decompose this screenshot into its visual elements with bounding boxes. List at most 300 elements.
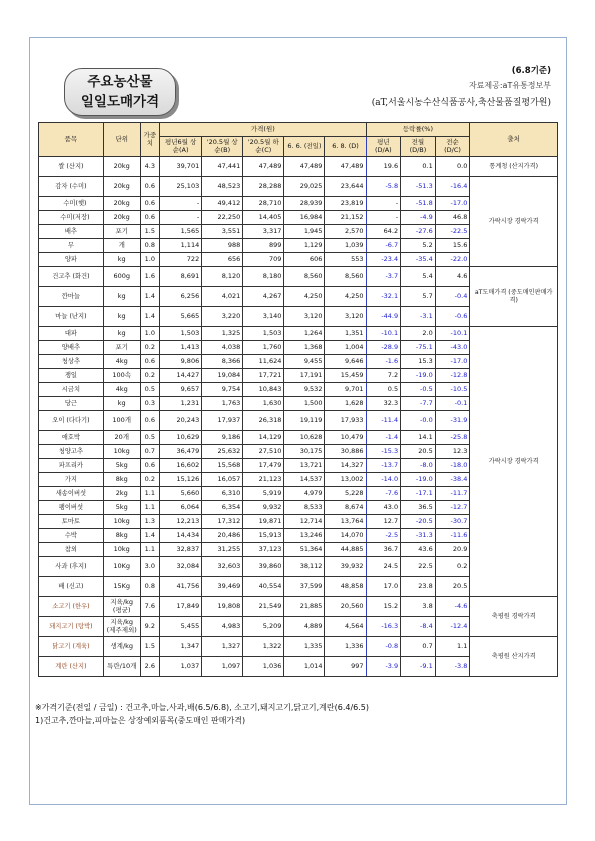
cell-w: 2.6 <box>140 657 159 677</box>
cell-p: 12,714 <box>284 515 325 529</box>
cell-name: 참외 <box>39 543 104 557</box>
cell-d: 30,886 <box>325 445 366 459</box>
cell-name: 시금치 <box>39 383 104 397</box>
cell-r3: -12.7 <box>435 501 470 515</box>
cell-r3: -25.8 <box>435 431 470 445</box>
cell-name: 가지 <box>39 473 104 487</box>
cell-r1: -11.4 <box>366 411 401 431</box>
cell-d: 1,351 <box>325 327 366 341</box>
cell-a: 1,503 <box>160 327 202 341</box>
cell-w: 0.5 <box>140 431 159 445</box>
cell-r3: -3.8 <box>435 657 470 677</box>
cell-w: 1.6 <box>140 267 159 287</box>
cell-c: 3,140 <box>243 307 284 327</box>
cell-r3: 0.2 <box>435 557 470 577</box>
cell-r2: 0.1 <box>401 157 436 177</box>
cell-c: 709 <box>243 253 284 267</box>
cell-a: 15,126 <box>160 473 202 487</box>
cell-a: 9,806 <box>160 355 202 369</box>
cell-unit: 20kg <box>103 197 140 211</box>
header-item: 품목 <box>39 123 104 157</box>
cell-d: 39,932 <box>325 557 366 577</box>
cell-r2: -19.0 <box>401 369 436 383</box>
cell-w: 0.2 <box>140 369 159 383</box>
cell-r2: 20.5 <box>401 445 436 459</box>
cell-b: 4,038 <box>202 341 243 355</box>
cell-r2: -3.1 <box>401 307 436 327</box>
cell-b: 19,084 <box>202 369 243 383</box>
cell-p: 13,721 <box>284 459 325 473</box>
source-agencies: (aT,서울시농수산식품공사,축산물품질평가원) <box>371 98 551 108</box>
cell-d: 47,489 <box>325 157 366 177</box>
cell-r2: -27.6 <box>401 225 436 239</box>
cell-b: 1,097 <box>202 657 243 677</box>
cell-name: 소고기 (한우) <box>39 597 104 617</box>
cell-a: 12,213 <box>160 515 202 529</box>
cell-d: 553 <box>325 253 366 267</box>
cell-a: 1,037 <box>160 657 202 677</box>
cell-unit: 5kg <box>103 459 140 473</box>
cell-c: 21,549 <box>243 597 284 617</box>
cell-unit: 8kg <box>103 473 140 487</box>
cell-unit: kg <box>103 397 140 411</box>
cell-d: 8,560 <box>325 267 366 287</box>
cell-name: 쌀 (산지) <box>39 157 104 177</box>
cell-c: 28,710 <box>243 197 284 211</box>
cell-w: 0.3 <box>140 397 159 411</box>
cell-a: 9,657 <box>160 383 202 397</box>
cell-r1: -1.4 <box>366 431 401 445</box>
cell-source: aT도매가격 (중도매인판매가격) <box>470 267 558 327</box>
cell-d: 4,564 <box>325 617 366 637</box>
cell-b: 25,632 <box>202 445 243 459</box>
cell-p: 16,984 <box>284 211 325 225</box>
cell-r1: -15.3 <box>366 445 401 459</box>
title-line2: 일일도매가격 <box>80 94 160 110</box>
cell-d: 997 <box>325 657 366 677</box>
cell-r1: -3.7 <box>366 267 401 287</box>
cell-name: 닭고기 (계육) <box>39 637 104 657</box>
cell-r3: -43.0 <box>435 341 470 355</box>
cell-r3: 0.0 <box>435 157 470 177</box>
cell-a: 6,256 <box>160 287 202 307</box>
cell-name: 파프리카 <box>39 459 104 473</box>
cell-r2: 2.0 <box>401 327 436 341</box>
cell-unit: 2kg <box>103 487 140 501</box>
cell-c: 27,510 <box>243 445 284 459</box>
source-provider: 자료제공:aT유통정보부 <box>468 81 551 90</box>
cell-a: 39,701 <box>160 157 202 177</box>
header-unit: 단위 <box>103 123 140 157</box>
cell-r3: 4.6 <box>435 267 470 287</box>
cell-r1: 7.2 <box>366 369 401 383</box>
cell-p: 51,364 <box>284 543 325 557</box>
cell-unit: 100개 <box>103 411 140 431</box>
cell-c: 39,860 <box>243 557 284 577</box>
cell-unit: 5kg <box>103 501 140 515</box>
cell-r1: -28.9 <box>366 341 401 355</box>
cell-r3: -10.1 <box>435 327 470 341</box>
cell-d: 9,701 <box>325 383 366 397</box>
cell-r1: 32.3 <box>366 397 401 411</box>
cell-r2: 15.3 <box>401 355 436 369</box>
cell-p: 4,250 <box>284 287 325 307</box>
cell-r1: 0.5 <box>366 383 401 397</box>
cell-b: 16,057 <box>202 473 243 487</box>
cell-c: 47,489 <box>243 157 284 177</box>
cell-name: 대파 <box>39 327 104 341</box>
cell-b: 17,937 <box>202 411 243 431</box>
cell-a: 1,114 <box>160 239 202 253</box>
cell-r2: -0.5 <box>401 383 436 397</box>
cell-r1: -44.9 <box>366 307 401 327</box>
header-price-col: 6. 8. (D) <box>325 137 366 157</box>
cell-b: 19,808 <box>202 597 243 617</box>
cell-a: 16,602 <box>160 459 202 473</box>
cell-name: 오이 (다다기) <box>39 411 104 431</box>
cell-p: 28,939 <box>284 197 325 211</box>
cell-w: 0.7 <box>140 445 159 459</box>
cell-b: 6,354 <box>202 501 243 515</box>
cell-name: 토마토 <box>39 515 104 529</box>
cell-name: 배추 <box>39 225 104 239</box>
cell-unit: 4kg <box>103 383 140 397</box>
cell-w: 0.2 <box>140 473 159 487</box>
cell-a: 6,064 <box>160 501 202 515</box>
cell-c: 1,630 <box>243 397 284 411</box>
cell-w: 0.8 <box>140 239 159 253</box>
cell-unit: 8kg <box>103 529 140 543</box>
cell-p: 4,889 <box>284 617 325 637</box>
cell-source: 가락시장 경락가격 <box>470 177 558 267</box>
cell-p: 1,335 <box>284 637 325 657</box>
cell-b: 3,220 <box>202 307 243 327</box>
cell-c: 28,288 <box>243 177 284 197</box>
cell-r3: -17.0 <box>435 197 470 211</box>
cell-d: 15,459 <box>325 369 366 383</box>
cell-r2: -17.1 <box>401 487 436 501</box>
cell-d: 5,228 <box>325 487 366 501</box>
cell-d: 1,004 <box>325 341 366 355</box>
cell-p: 30,175 <box>284 445 325 459</box>
cell-name: 깐마늘 <box>39 287 104 307</box>
cell-name: 감자 (수미) <box>39 177 104 197</box>
price-table <box>38 122 558 677</box>
cell-r2: -8.0 <box>401 459 436 473</box>
cell-c: 11,624 <box>243 355 284 369</box>
cell-b: 48,523 <box>202 177 243 197</box>
cell-b: 39,469 <box>202 577 243 597</box>
cell-c: 15,913 <box>243 529 284 543</box>
cell-d: 44,885 <box>325 543 366 557</box>
cell-name: 쟁일 <box>39 369 104 383</box>
cell-name: 수미(저장) <box>39 211 104 225</box>
cell-w: 1.3 <box>140 515 159 529</box>
cell-r1: -2.5 <box>366 529 401 543</box>
cell-r3: 1.1 <box>435 637 470 657</box>
cell-c: 3,317 <box>243 225 284 239</box>
cell-unit: 포기 <box>103 225 140 239</box>
cell-c: 4,267 <box>243 287 284 307</box>
cell-r1: -7.6 <box>366 487 401 501</box>
cell-r1: 15.2 <box>366 597 401 617</box>
cell-c: 1,036 <box>243 657 284 677</box>
cell-r3: -12.4 <box>435 617 470 637</box>
cell-unit: kg <box>103 327 140 341</box>
cell-r1: 36.7 <box>366 543 401 557</box>
cell-r2: 3.8 <box>401 597 436 617</box>
header-ratio-col: 전월 (D/B) <box>401 137 436 157</box>
cell-r1: -16.3 <box>366 617 401 637</box>
cell-r2: -9.1 <box>401 657 436 677</box>
cell-d: 8,674 <box>325 501 366 515</box>
cell-unit: 10Kg <box>103 557 140 577</box>
cell-r1: -0.8 <box>366 637 401 657</box>
cell-c: 14,405 <box>243 211 284 225</box>
cell-p: 9,455 <box>284 355 325 369</box>
cell-name: 애호박 <box>39 431 104 445</box>
cell-r3: -38.4 <box>435 473 470 487</box>
cell-a: 14,434 <box>160 529 202 543</box>
cell-name: 새송이버섯 <box>39 487 104 501</box>
cell-r3: 46.8 <box>435 211 470 225</box>
cell-a: - <box>160 211 202 225</box>
cell-unit: 20kg <box>103 177 140 197</box>
cell-a: 10,629 <box>160 431 202 445</box>
cell-unit: 10kg <box>103 515 140 529</box>
header-price-col: 평년6월 상순(A) <box>160 137 202 157</box>
cell-r3: -10.5 <box>435 383 470 397</box>
cell-b: 20,486 <box>202 529 243 543</box>
cell-d: 10,479 <box>325 431 366 445</box>
header-ratio-group: 등락률(%) <box>366 123 470 137</box>
cell-r1: 17.0 <box>366 577 401 597</box>
cell-name: 건고추 (화건) <box>39 267 104 287</box>
cell-name: 무 <box>39 239 104 253</box>
cell-r2: 14.1 <box>401 431 436 445</box>
cell-name: 청양고추 <box>39 445 104 459</box>
cell-unit: 생계/kg <box>103 637 140 657</box>
cell-r1: -1.6 <box>366 355 401 369</box>
cell-b: 9,754 <box>202 383 243 397</box>
cell-w: 1.1 <box>140 501 159 515</box>
cell-r2: 36.5 <box>401 501 436 515</box>
cell-unit: kg <box>103 287 140 307</box>
cell-name: 양배추 <box>39 341 104 355</box>
cell-r1: -6.7 <box>366 239 401 253</box>
header-source: 출처 <box>470 123 558 157</box>
cell-w: 0.6 <box>140 459 159 473</box>
cell-b: 1,327 <box>202 637 243 657</box>
cell-unit: 포기 <box>103 341 140 355</box>
cell-w: 1.0 <box>140 327 159 341</box>
cell-p: 37,599 <box>284 577 325 597</box>
cell-d: 1,628 <box>325 397 366 411</box>
cell-c: 37,123 <box>243 543 284 557</box>
cell-c: 40,554 <box>243 577 284 597</box>
cell-c: 26,318 <box>243 411 284 431</box>
cell-r2: -19.0 <box>401 473 436 487</box>
cell-b: 31,255 <box>202 543 243 557</box>
cell-p: 9,532 <box>284 383 325 397</box>
cell-source: 축평원 산지가격 <box>470 637 558 677</box>
cell-r3: -0.4 <box>435 287 470 307</box>
cell-name: 마늘 (난지) <box>39 307 104 327</box>
cell-d: 4,250 <box>325 287 366 307</box>
cell-r2: -75.1 <box>401 341 436 355</box>
cell-r1: -10.1 <box>366 327 401 341</box>
cell-p: 38,112 <box>284 557 325 577</box>
cell-d: 2,570 <box>325 225 366 239</box>
cell-d: 1,336 <box>325 637 366 657</box>
cell-r1: 24.5 <box>366 557 401 577</box>
cell-name: 돼지고기 (탕박) <box>39 617 104 637</box>
cell-c: 899 <box>243 239 284 253</box>
cell-a: 36,479 <box>160 445 202 459</box>
cell-name: 당근 <box>39 397 104 411</box>
cell-p: 4,979 <box>284 487 325 501</box>
cell-d: 48,858 <box>325 577 366 597</box>
header-price-col: '20.5월 하순(C) <box>243 137 284 157</box>
cell-b: 15,568 <box>202 459 243 473</box>
cell-r2: -7.7 <box>401 397 436 411</box>
cell-b: 988 <box>202 239 243 253</box>
cell-w: 1.1 <box>140 543 159 557</box>
cell-w: 0.6 <box>140 355 159 369</box>
cell-r2: -35.4 <box>401 253 436 267</box>
cell-w: 0.6 <box>140 197 159 211</box>
cell-c: 10,843 <box>243 383 284 397</box>
cell-a: 1,413 <box>160 341 202 355</box>
cell-unit: 특란/10개 <box>103 657 140 677</box>
cell-b: 1,763 <box>202 397 243 411</box>
cell-a: 17,849 <box>160 597 202 617</box>
cell-a: 25,103 <box>160 177 202 197</box>
header-price-col: '20.5월 상순(B) <box>202 137 243 157</box>
cell-b: 22,250 <box>202 211 243 225</box>
cell-c: 17,479 <box>243 459 284 473</box>
cell-b: 47,441 <box>202 157 243 177</box>
cell-r3: -0.1 <box>435 397 470 411</box>
cell-r2: -4.9 <box>401 211 436 225</box>
cell-r2: 5.7 <box>401 287 436 307</box>
cell-a: - <box>160 197 202 211</box>
header-weight: 가중치 <box>140 123 159 157</box>
cell-b: 4,983 <box>202 617 243 637</box>
cell-b: 8,120 <box>202 267 243 287</box>
cell-r3: 20.5 <box>435 577 470 597</box>
table-row <box>39 637 558 657</box>
cell-w: 4.3 <box>140 157 159 177</box>
cell-r2: 0.7 <box>401 637 436 657</box>
cell-unit: 지육/kg (평균) <box>103 597 140 617</box>
cell-unit: 4kg <box>103 355 140 369</box>
cell-p: 13,246 <box>284 529 325 543</box>
cell-r2: 5.4 <box>401 267 436 287</box>
note-price-basis: ※가격기준(전일 / 금일) : 건고추,마늘,사과,배(6.5/6.8), 소고기,돼지고기,닭고기,계란(6.4/6.5) <box>35 703 369 712</box>
cell-r2: 23.8 <box>401 577 436 597</box>
cell-c: 19,871 <box>243 515 284 529</box>
cell-a: 32,084 <box>160 557 202 577</box>
cell-unit: 지육/kg (제주제외) <box>103 617 140 637</box>
cell-d: 23,644 <box>325 177 366 197</box>
cell-b: 6,310 <box>202 487 243 501</box>
cell-a: 14,427 <box>160 369 202 383</box>
cell-r2: -0.0 <box>401 411 436 431</box>
cell-a: 32,837 <box>160 543 202 557</box>
cell-r3: -11.6 <box>435 529 470 543</box>
cell-w: 1.5 <box>140 637 159 657</box>
cell-b: 8,366 <box>202 355 243 369</box>
cell-w: 7.6 <box>140 597 159 617</box>
header-price-group: 가격(원) <box>160 123 366 137</box>
cell-r1: - <box>366 211 401 225</box>
cell-p: 8,560 <box>284 267 325 287</box>
cell-c: 21,123 <box>243 473 284 487</box>
cell-w: 1.4 <box>140 529 159 543</box>
title-line1: 주요농산물 <box>87 74 153 90</box>
cell-r2: 22.5 <box>401 557 436 577</box>
cell-unit: 15Kg <box>103 577 140 597</box>
cell-r3: -12.8 <box>435 369 470 383</box>
cell-c: 17,721 <box>243 369 284 383</box>
cell-p: 17,191 <box>284 369 325 383</box>
cell-source: 축평원 경락가격 <box>470 597 558 637</box>
table-row <box>39 267 558 287</box>
cell-w: 3.0 <box>140 557 159 577</box>
cell-b: 1,325 <box>202 327 243 341</box>
table-row <box>39 327 558 341</box>
cell-r3: -18.0 <box>435 459 470 473</box>
cell-name: 수미(햇) <box>39 197 104 211</box>
cell-unit: 20개 <box>103 431 140 445</box>
cell-d: 3,120 <box>325 307 366 327</box>
cell-p: 1,500 <box>284 397 325 411</box>
cell-r3: 15.6 <box>435 239 470 253</box>
cell-b: 9,186 <box>202 431 243 445</box>
cell-a: 5,455 <box>160 617 202 637</box>
cell-r1: -5.8 <box>366 177 401 197</box>
cell-w: 0.6 <box>140 211 159 225</box>
cell-name: 청상추 <box>39 355 104 369</box>
cell-p: 3,120 <box>284 307 325 327</box>
cell-unit: 10kg <box>103 543 140 557</box>
title-badge <box>64 68 176 116</box>
cell-p: 21,885 <box>284 597 325 617</box>
cell-r3: -4.6 <box>435 597 470 617</box>
cell-r3: -17.0 <box>435 355 470 369</box>
header-ratio-col: 전순 (D/C) <box>435 137 470 157</box>
cell-c: 14,129 <box>243 431 284 445</box>
cell-source: 통계청 (산지가격) <box>470 157 558 177</box>
header-price-col: 6. 6. (전일) <box>284 137 325 157</box>
cell-c: 8,180 <box>243 267 284 287</box>
cell-r3: -30.7 <box>435 515 470 529</box>
cell-b: 32,603 <box>202 557 243 577</box>
cell-w: 1.5 <box>140 225 159 239</box>
cell-p: 1,264 <box>284 327 325 341</box>
table-row <box>39 597 558 617</box>
cell-b: 4,021 <box>202 287 243 307</box>
cell-r3: -22.5 <box>435 225 470 239</box>
cell-c: 5,919 <box>243 487 284 501</box>
cell-w: 0.8 <box>140 577 159 597</box>
cell-a: 5,665 <box>160 307 202 327</box>
cell-a: 1,347 <box>160 637 202 657</box>
cell-unit: kg <box>103 307 140 327</box>
table-row <box>39 157 558 177</box>
cell-r1: -14.0 <box>366 473 401 487</box>
